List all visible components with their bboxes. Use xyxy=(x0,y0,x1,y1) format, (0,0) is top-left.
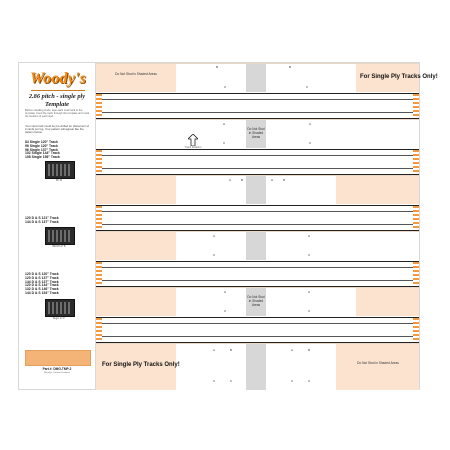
single-ply-banner-top: For Single Ply Tracks Only! xyxy=(360,74,438,80)
shaded-area xyxy=(336,176,419,204)
stud-row-5 xyxy=(96,287,419,316)
shaded-area xyxy=(96,288,176,316)
intro-text: Before installing studs, tape each stud track to the template. Feed the track through the template and mark the location of each stud. xyxy=(25,109,90,119)
stud-row-3 xyxy=(96,175,419,204)
mark-c: C xyxy=(308,253,311,257)
stud-row-1 xyxy=(96,63,438,92)
shaded-area xyxy=(336,344,419,390)
track-line: 96 Single 137" Track xyxy=(25,147,58,152)
mark-a: A xyxy=(309,122,312,126)
up-arrow-icon xyxy=(188,134,198,146)
gray-zone xyxy=(246,344,266,390)
warning-box xyxy=(25,350,91,366)
orange-rail-right xyxy=(413,94,419,118)
mark-a: A xyxy=(224,290,227,294)
template-title-line2: Template xyxy=(45,100,69,108)
no-stud-gray-note: Do Not Stud in Shaded Areas xyxy=(247,127,265,139)
mark-a: A xyxy=(291,348,294,352)
shaded-area xyxy=(96,232,176,260)
orange-rail-right xyxy=(413,206,419,230)
brand-logo: Woody's xyxy=(29,70,87,87)
stud-row-4 xyxy=(96,231,419,260)
no-stud-note: Do Not Stud in Shaded Areas xyxy=(357,361,399,365)
stud-row-2 xyxy=(96,119,419,148)
track-caption-3: Begin at 'C' xyxy=(52,317,66,320)
orange-rail-left xyxy=(96,94,102,118)
orange-rail-left xyxy=(96,206,102,230)
mark-a: A xyxy=(308,234,311,238)
mark-c: C xyxy=(230,379,233,383)
template-title xyxy=(25,93,89,108)
mark-a: A xyxy=(271,178,274,182)
ply-inner-band xyxy=(96,323,419,337)
ply-band-1 xyxy=(96,93,419,119)
mark-c: C xyxy=(213,379,216,383)
track-group-3 xyxy=(25,273,59,296)
track-group-1 xyxy=(25,141,60,160)
ply-band-3 xyxy=(96,205,419,231)
shaded-area xyxy=(96,64,176,92)
mark-c: C xyxy=(213,253,216,257)
mark-c: C xyxy=(308,379,311,383)
sidebar xyxy=(19,63,96,389)
mark-a: A xyxy=(308,290,311,294)
ply-inner-band xyxy=(96,99,419,113)
orange-rail-left xyxy=(96,150,102,174)
mark-a: A xyxy=(223,122,226,126)
ply-band-5 xyxy=(96,317,419,343)
orange-rail-left xyxy=(96,262,102,286)
orange-rail-left xyxy=(96,318,102,342)
track-line: 144 D & S 154" Track xyxy=(25,290,59,295)
mark-a: B xyxy=(289,65,292,69)
single-ply-banner-bottom: For Single Ply Tracks Only! xyxy=(102,362,180,368)
track-caption-1: BC M xyxy=(56,179,62,182)
gray-zone xyxy=(246,176,266,204)
mark-c: C xyxy=(291,379,294,383)
mark-c: C xyxy=(224,309,227,313)
mark-c: C xyxy=(309,141,312,145)
mark-c: C xyxy=(224,85,227,89)
track-photo-3 xyxy=(45,299,75,317)
template-title-line1: 2.86 pitch - single ply xyxy=(28,93,86,100)
mark-b: B xyxy=(308,348,311,352)
ply-inner-band xyxy=(96,155,419,169)
track-line: 120 D & S 121" Track xyxy=(25,216,59,220)
mark-c: C xyxy=(308,309,311,313)
address: Woody's Traction Products xyxy=(44,372,70,374)
track-photo-2 xyxy=(45,227,75,245)
mark-b: B xyxy=(283,178,286,182)
track-photo-1 xyxy=(45,161,75,179)
track-line: 108 Single 156" Track xyxy=(25,155,60,160)
mark-b: B xyxy=(230,348,233,352)
part-number: Part #: DMG-TMP-2 xyxy=(42,367,72,371)
track-line: 120 D & S 144" Track xyxy=(25,283,59,288)
gray-zone xyxy=(246,64,266,92)
track-line: 144 D & S 137" Track xyxy=(25,219,59,224)
track-rotation-label: Track Rotation xyxy=(184,146,202,149)
ply-band-2 xyxy=(96,149,419,175)
ply-inner-band xyxy=(96,211,419,225)
track-line: 96 Single 120" Track xyxy=(25,143,58,148)
orange-rail-right xyxy=(413,262,419,286)
track-line: 144 D & S 137" Track xyxy=(25,279,59,284)
template-sheet xyxy=(18,62,438,390)
mark-a: B xyxy=(216,65,219,69)
track-line: 120 D & S 120" Track xyxy=(25,272,59,276)
shaded-area xyxy=(356,288,419,316)
track-line: 132 D & S 146" Track xyxy=(25,287,59,292)
ply-band-4 xyxy=(96,261,419,287)
ply-inner-band xyxy=(96,267,419,281)
pitch-note: Your stud track could be pre-drilled for placement of 2 studs per lug. Your pattern will appear like the pattern below. xyxy=(25,124,89,135)
mark-a: A xyxy=(213,234,216,238)
track-line: 84 Single 120" Track xyxy=(25,140,58,144)
mark-a: A xyxy=(213,348,216,352)
stud-row-6 xyxy=(96,343,419,390)
no-stud-note: Do Not Stud in Shaded Areas xyxy=(115,72,157,76)
mark-b: B xyxy=(241,178,244,182)
track-group-2 xyxy=(25,217,59,225)
no-stud-gray-note: Do Not Stud in Shaded Areas xyxy=(247,295,265,307)
orange-rail-right xyxy=(413,318,419,342)
template-area xyxy=(96,63,438,389)
mark-c: C xyxy=(223,141,226,145)
mark-a: A xyxy=(229,178,232,182)
mark-c: C xyxy=(306,85,309,89)
logo-underline xyxy=(31,90,85,91)
orange-rail-right xyxy=(413,150,419,174)
track-caption-2: BEGIN AT B xyxy=(52,245,66,248)
track-line: 120 D & S 137" Track xyxy=(25,275,59,280)
gray-zone xyxy=(246,232,266,260)
track-line: 102 Single 144" Track xyxy=(25,151,60,156)
shaded-area xyxy=(96,176,176,204)
